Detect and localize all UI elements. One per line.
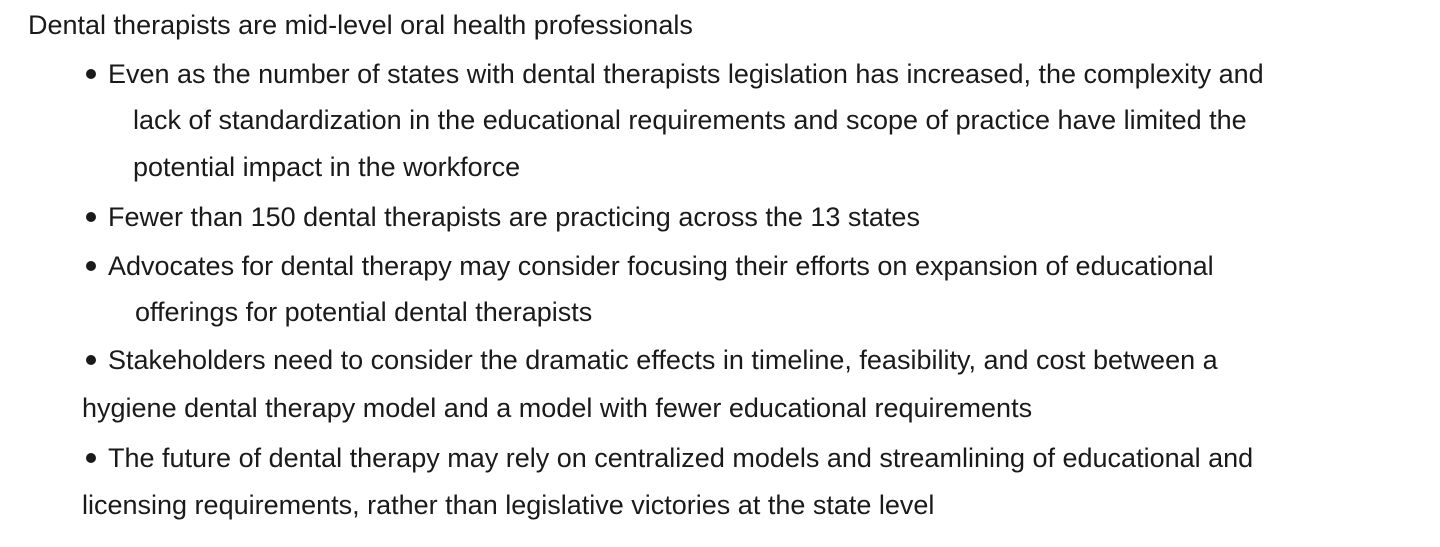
- bullet-4-dot-icon: [86, 355, 96, 365]
- heading: Dental therapists are mid-level oral health professionals: [28, 10, 693, 40]
- bullet-1-line-3: potential impact in the workforce: [133, 152, 521, 182]
- bullet-5-line-1: The future of dental therapy may rely on centralized models and streamlining of educational and: [108, 443, 1254, 473]
- bullet-3-line-1: Advocates for dental therapy may consider focusing their efforts on expansion of educational: [108, 251, 1214, 281]
- bullet-2-dot-icon: [86, 212, 96, 222]
- bullet-4-line-2: hygiene dental therapy model and a model with fewer educational requirements: [82, 393, 1033, 423]
- bullet-5-dot-icon: [86, 453, 96, 463]
- bullet-3-line-2: offerings for potential dental therapists: [135, 297, 593, 327]
- bullet-3-dot-icon: [86, 261, 96, 271]
- bullet-5-line-2: licensing requirements, rather than legislative victories at the state level: [82, 490, 935, 520]
- bullet-2-line-1: Fewer than 150 dental therapists are practicing across the 13 states: [108, 202, 920, 232]
- bullet-1-dot-icon: [86, 69, 96, 79]
- bullet-1-line-1: Even as the number of states with dental therapists legislation has increased, the complexity and: [108, 59, 1264, 89]
- bullet-4-line-1: Stakeholders need to consider the dramatic effects in timeline, feasibility, and cost between a: [108, 345, 1218, 375]
- bullet-1-line-2: lack of standardization in the educational requirements and scope of practice have limited the: [133, 105, 1247, 135]
